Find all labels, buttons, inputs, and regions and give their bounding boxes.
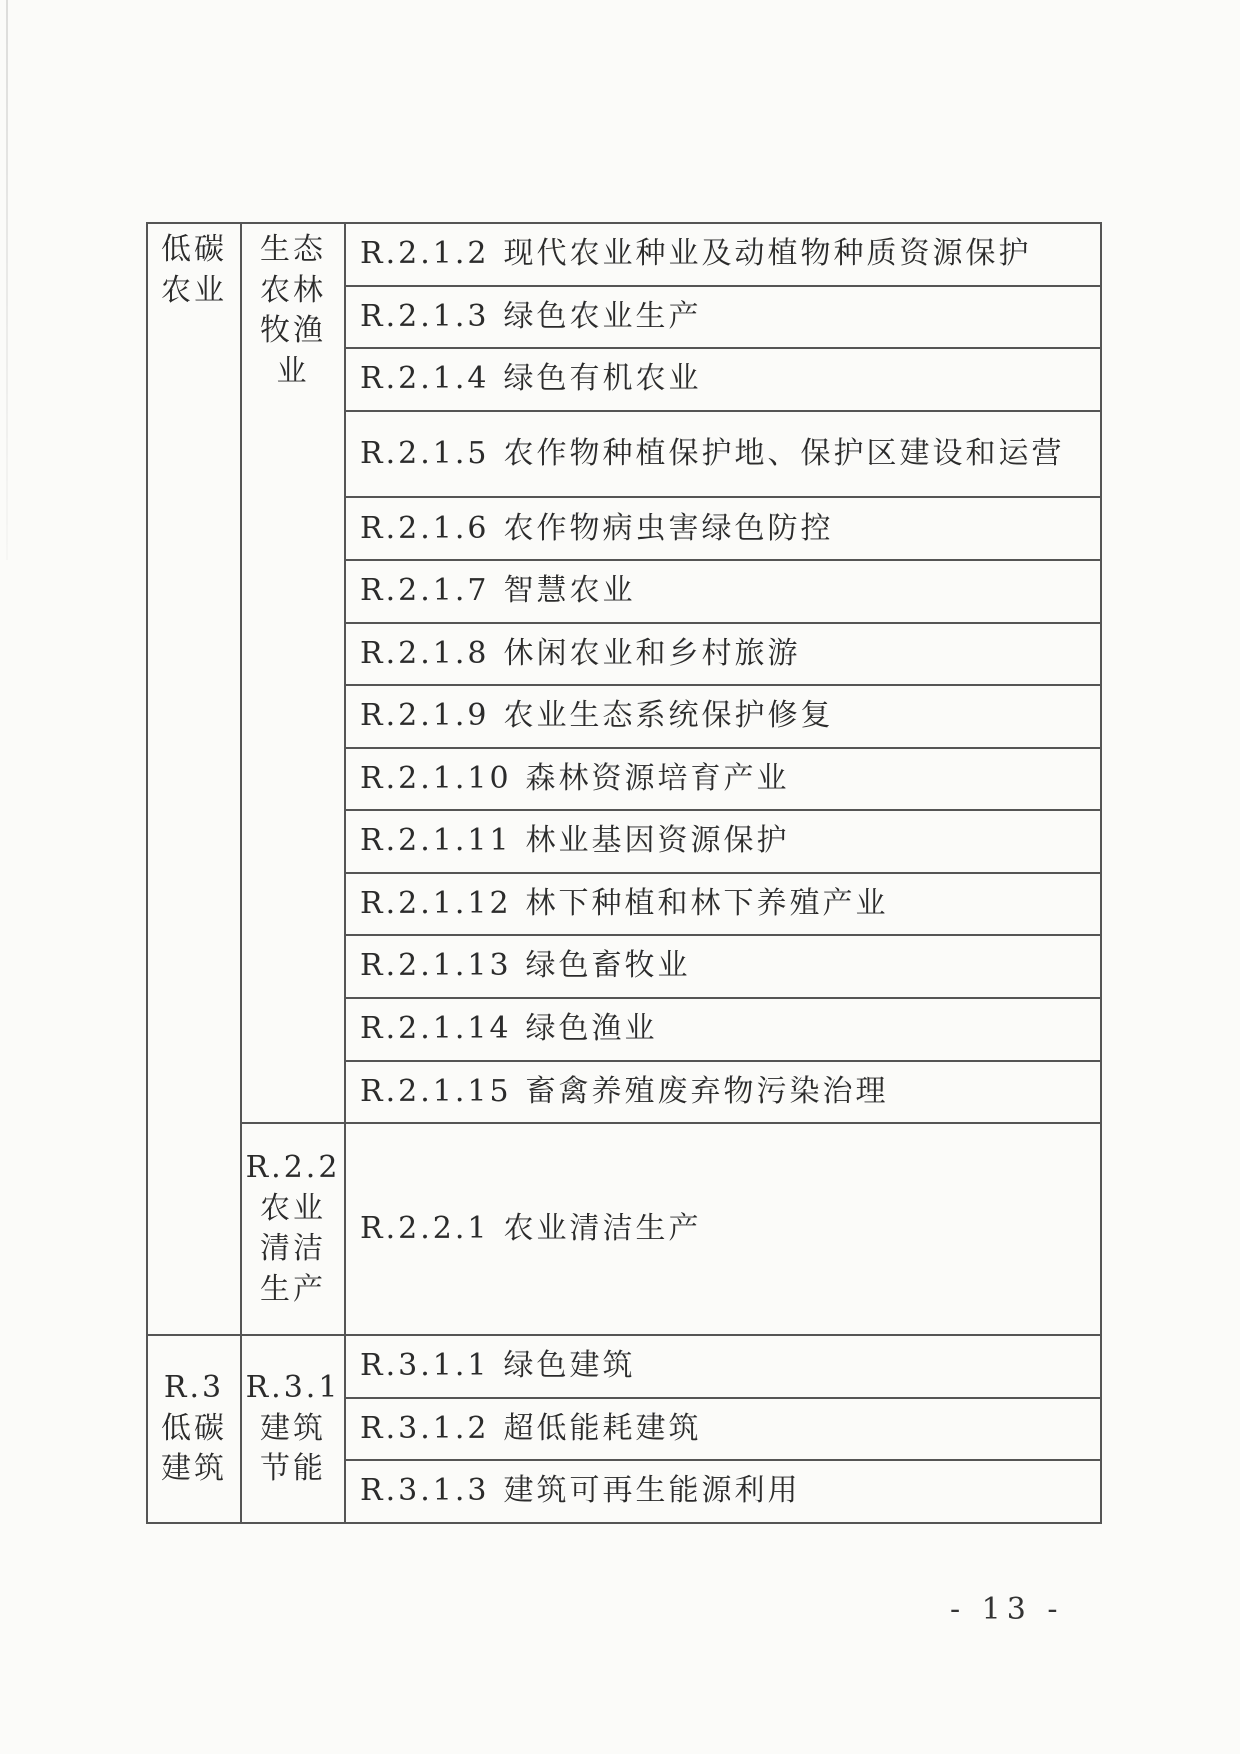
item-cell: R.2.1.10 森林资源培育产业 xyxy=(345,748,1101,811)
item-cell: R.2.1.6 农作物病虫害绿色防控 xyxy=(345,497,1101,560)
subcategory-clean-production: R.2.2 农业 清洁 生产 xyxy=(241,1123,345,1335)
category-table xyxy=(146,222,1102,1524)
item-cell: R.2.1.9 农业生态系统保护修复 xyxy=(345,685,1101,748)
item-cell: R.2.1.13 绿色畜牧业 xyxy=(345,935,1101,998)
item-cell: R.2.1.8 休闲农业和乡村旅游 xyxy=(345,623,1101,686)
table-row xyxy=(147,223,1101,286)
item-cell: R.2.2.1 农业清洁生产 xyxy=(345,1123,1101,1335)
item-cell: R.2.1.2 现代农业种业及动植物种质资源保护 xyxy=(345,223,1101,286)
table-row xyxy=(147,1123,1101,1335)
item-cell: R.2.1.15 畜禽养殖废弃物污染治理 xyxy=(345,1061,1101,1124)
table-row xyxy=(147,1335,1101,1398)
category-low-carbon-building: R.3 低碳 建筑 xyxy=(147,1335,241,1523)
subcategory-building-energy-saving: R.3.1 建筑 节能 xyxy=(241,1335,345,1523)
item-cell: R.2.1.3 绿色农业生产 xyxy=(345,286,1101,349)
item-cell: R.3.1.3 建筑可再生能源利用 xyxy=(345,1460,1101,1523)
page-number: - 13 - xyxy=(950,1592,1064,1627)
item-cell: R.3.1.2 超低能耗建筑 xyxy=(345,1398,1101,1461)
item-cell: R.2.1.14 绿色渔业 xyxy=(345,998,1101,1061)
item-cell: R.2.1.4 绿色有机农业 xyxy=(345,348,1101,411)
item-cell: R.2.1.5 农作物种植保护地、保护区建设和运营 xyxy=(345,411,1101,498)
item-cell: R.3.1.1 绿色建筑 xyxy=(345,1335,1101,1398)
item-cell: R.2.1.11 林业基因资源保护 xyxy=(345,810,1101,873)
subcategory-eco-agriculture: 生态 农林 牧渔 业 xyxy=(241,223,345,1123)
item-cell: R.2.1.12 林下种植和林下养殖产业 xyxy=(345,873,1101,936)
item-cell: R.2.1.7 智慧农业 xyxy=(345,560,1101,623)
scan-edge-shadow xyxy=(6,0,8,560)
category-low-carbon-agriculture: 低碳 农业 xyxy=(147,223,241,1335)
